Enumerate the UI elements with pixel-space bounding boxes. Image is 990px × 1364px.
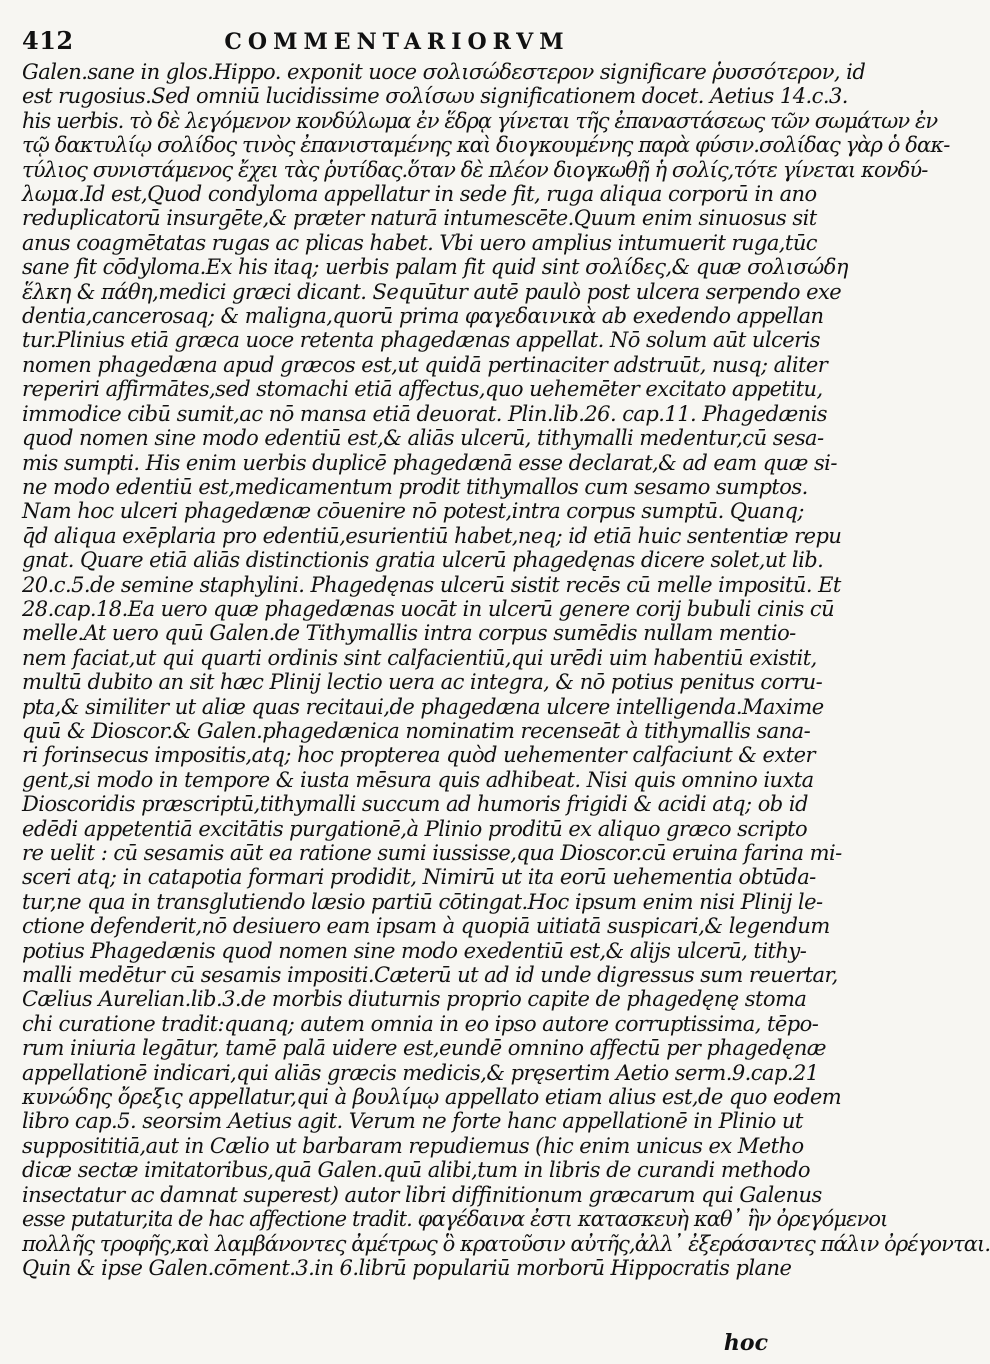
text-line: sceri atq; in catapotia formari prodidit, Nimirū ut ita eorū uehementia obtūda- (22, 865, 816, 890)
text-line: Dioscoridis præscriptū,tithymalli succum ad humoris frigidi & acidi atq; ob id (22, 792, 808, 817)
text-line: malli medētur cū sesamis impositi.Cæterū ut ad id unde digressus sum reuertar, (22, 963, 838, 988)
text-line: ne modo edentiū est,medicamentum prodit tithymallos cum sesamo sumptos. (22, 474, 808, 499)
text-line: potius Phagedænis quod nomen sine modo exedentiū est,& alijs ulcerū, tithy- (22, 938, 807, 963)
catchword: hoc (723, 1330, 768, 1356)
text-line: λωμα.Id est,Quod condyloma appellatur in sede fit, ruga aliqua corporū in ano (22, 182, 817, 207)
text-line: Galen.sane in glos.Hippo. exponit uoce σολισώδεστερον significare ῥυσσότερον, id (22, 60, 866, 84)
text-line: reduplicatorū insurgēte,& præter naturā intumescēte.Quum enim sinuosus sit (22, 206, 817, 231)
text-line: anus coagmētatas rugas ac plicas habet. Vbi uero amplius intumuerit ruga,tūc (22, 230, 818, 255)
text-line: rum iniuria legātur, tamē palā uidere est,eundē omnino affectū per phagedęnæ (22, 1036, 826, 1061)
text-line: appellationē indicari,qui aliās græcis medicis,& pręsertim Aetio serm.9.cap.21 (22, 1060, 819, 1085)
text-line: immodice cibū sumit,ac nō mansa etiā deuorat. Plin.lib.26. cap.11. Phagedænis (22, 401, 828, 426)
text-line: gnat. Quare etiā aliās distinctionis gratia ulcerū phagedęnas dicere solet,ut lib. (22, 548, 824, 573)
text-line: re uelit : cū sesamis aūt ea ratione sumi iussisse,qua Dioscor.cū eruina farina mi- (22, 841, 842, 865)
text-line: insectatur ac damnat superest) autor libri diffinitionum græcarum qui Galenus (22, 1182, 822, 1207)
text-line: ἕλκη & πάθη,medici græci dicant. Sequūtur autē paulò post ulcera serpendo exe (22, 279, 842, 304)
text-line: gent,si modo in tempore & iusta mēsura quis adhibeat. Nisi quis omnino iuxta (22, 767, 814, 792)
text-line: quod nomen sine modo edentiū est,& aliās ulcerū, tithymalli medentur,cū sesa- (22, 426, 824, 451)
body-text (22, 60, 990, 1280)
text-line: ctione defenderit,nō desiuero eam ipsam à quopiā uitiatā suspicari,& legendum (22, 914, 830, 939)
text-line: melle.At uero quū Galen.de Tithymallis intra corpus sumēdis nullam mentio- (22, 621, 796, 646)
text-line: edēdi appetentiā excitātis purgationē,à Plinio proditū ex aliquo græco scripto (22, 816, 808, 841)
text-line: chi curatione tradit:quanq; autem omnia in eo ipso autore corruptissima, tēpo- (22, 1011, 819, 1036)
text-line: pta,& similiter ut aliæ quas recitaui,de phagedæna ulcere intelligenda.Maxime (22, 694, 824, 719)
text-line: supposititiā,aut in Cælio ut barbaram repudiemus (hic enim unicus ex Metho (22, 1133, 804, 1158)
text-line: Quin & ipse Galen.cōment.3.in 6.librū populariū morborū Hippocratis plane (22, 1255, 792, 1280)
text-line: est rugosius.Sed omniū lucidissime σολίσωυ significationem docet. Aetius 14.c.3. (22, 84, 848, 109)
text-line: nomen phagedæna apud græcos est,ut quidā pertinaciter adstruūt, nusq; aliter (22, 352, 828, 377)
text-line: libro cap.5. seorsim Aetius agit. Verum ne forte hanc appellationē in Plinio ut (22, 1109, 803, 1134)
text-line: quū & Dioscor.& Galen.phagedænica nominatim recenseāt à tithymallis sana- (22, 718, 811, 743)
text-line: dicæ sectæ imitatoribus,quā Galen.quū alibi,tum in libris de curandi methodo (22, 1158, 811, 1183)
text-line: 28.cap.18.Ea uero quæ phagedænas uocāt in ulcerū genere corij bubuli cinis cū (22, 596, 835, 621)
text-line: reperiri affirmātes,sed stomachi etiā affectus,quo uehemēter excitato appetitu, (22, 377, 823, 402)
text-line: ri forinsecus impositis,atq; hoc propterea quòd uehementer calfaciunt & exter (22, 743, 815, 768)
page-header (22, 26, 772, 56)
text-line: q̄d aliqua exēplaria pro edentiū,esurientiū habet,neq; id etiā huic sententiæ repu (22, 523, 842, 548)
text-line: dentia,cancerosaq; & maligna,quorū prima φαγεδαινικὰ ab exedendo appellan (22, 304, 824, 329)
text-line: tur.Plinius etiā græca uoce retenta phagedænas appellat. Nō solum aūt ulceris (22, 328, 820, 353)
text-line: Cælius Aurelian.lib.3.de morbis diuturnis proprio capite de phagedęnę stoma (22, 987, 807, 1012)
running-title: COMMENTARIORVM (224, 29, 570, 55)
page-number: 412 (22, 26, 74, 55)
text-line: τῷ δακτυλίῳ σολίδος τινὸς ἐπανισταμένης καὶ διογκουμένης παρὰ φύσιν.σολίδας γὰρ ὁ δακ- (22, 133, 950, 158)
text-line: mis sumpti. His enim uerbis duplicē phagedænā esse declarat,& ad eam quæ si- (22, 450, 837, 475)
text-line: esse putatur,ita de hac affectione tradit. φαγέδαινα ἐστι κατασκευὴ καθ᾽ ἣν ὀρεγόμενοι (22, 1207, 888, 1232)
text-line: τύλιος συνιστάμενος ἔχει τὰς ῥυτίδας.ὅταν δὲ πλέον διογκωθῇ ἡ σολίς,τότε γίνεται κονδύ- (22, 157, 928, 182)
text-line: Nam hoc ulceri phagedænæ cōuenire nō potest,intra corpus sumptū. Quanq; (22, 499, 804, 524)
text-line: sane fit cōdyloma.Ex his itaq; uerbis palam fit quid sint σολίδες,& quæ σολισώδη (22, 255, 848, 280)
text-line: 20.c.5.de semine staphylini. Phagedęnas ulcerū sistit recēs cū melle impositū. Et (22, 572, 841, 597)
text-line: his uerbis. τὸ δὲ λεγόμενον κονδύλωμα ἐν ἕδρᾳ γίνεται τῆς ἐπαναστάσεως τῶν σωμάτων ἐν (22, 108, 938, 133)
text-line: πολλῆς τροφῆς,καὶ λαμβάνοντες ἀμέτρως ὃ κρατοῦσιν αὐτῆς,ἀλλ᾽ ἐξεράσαντες πάλιν ὀρέγονται. (22, 1231, 990, 1256)
text-line: tur,ne qua in transglutiendo læsio partiū cōtingat.Hoc ipsum enim nisi Plinij le- (22, 889, 823, 914)
text-line: nem faciat,ut qui quarti ordinis sint calfacientiū,qui urēdi uim habentiū existit, (22, 645, 817, 670)
text-line: κυνώδης ὄρεξις appellatur,qui à βουλίμῳ appellato etiam alius est,de quo eodem (22, 1085, 842, 1110)
text-line: multū dubito an sit hæc Plinij lectio uera ac integra, & nō potius penitus corru- (22, 670, 823, 695)
